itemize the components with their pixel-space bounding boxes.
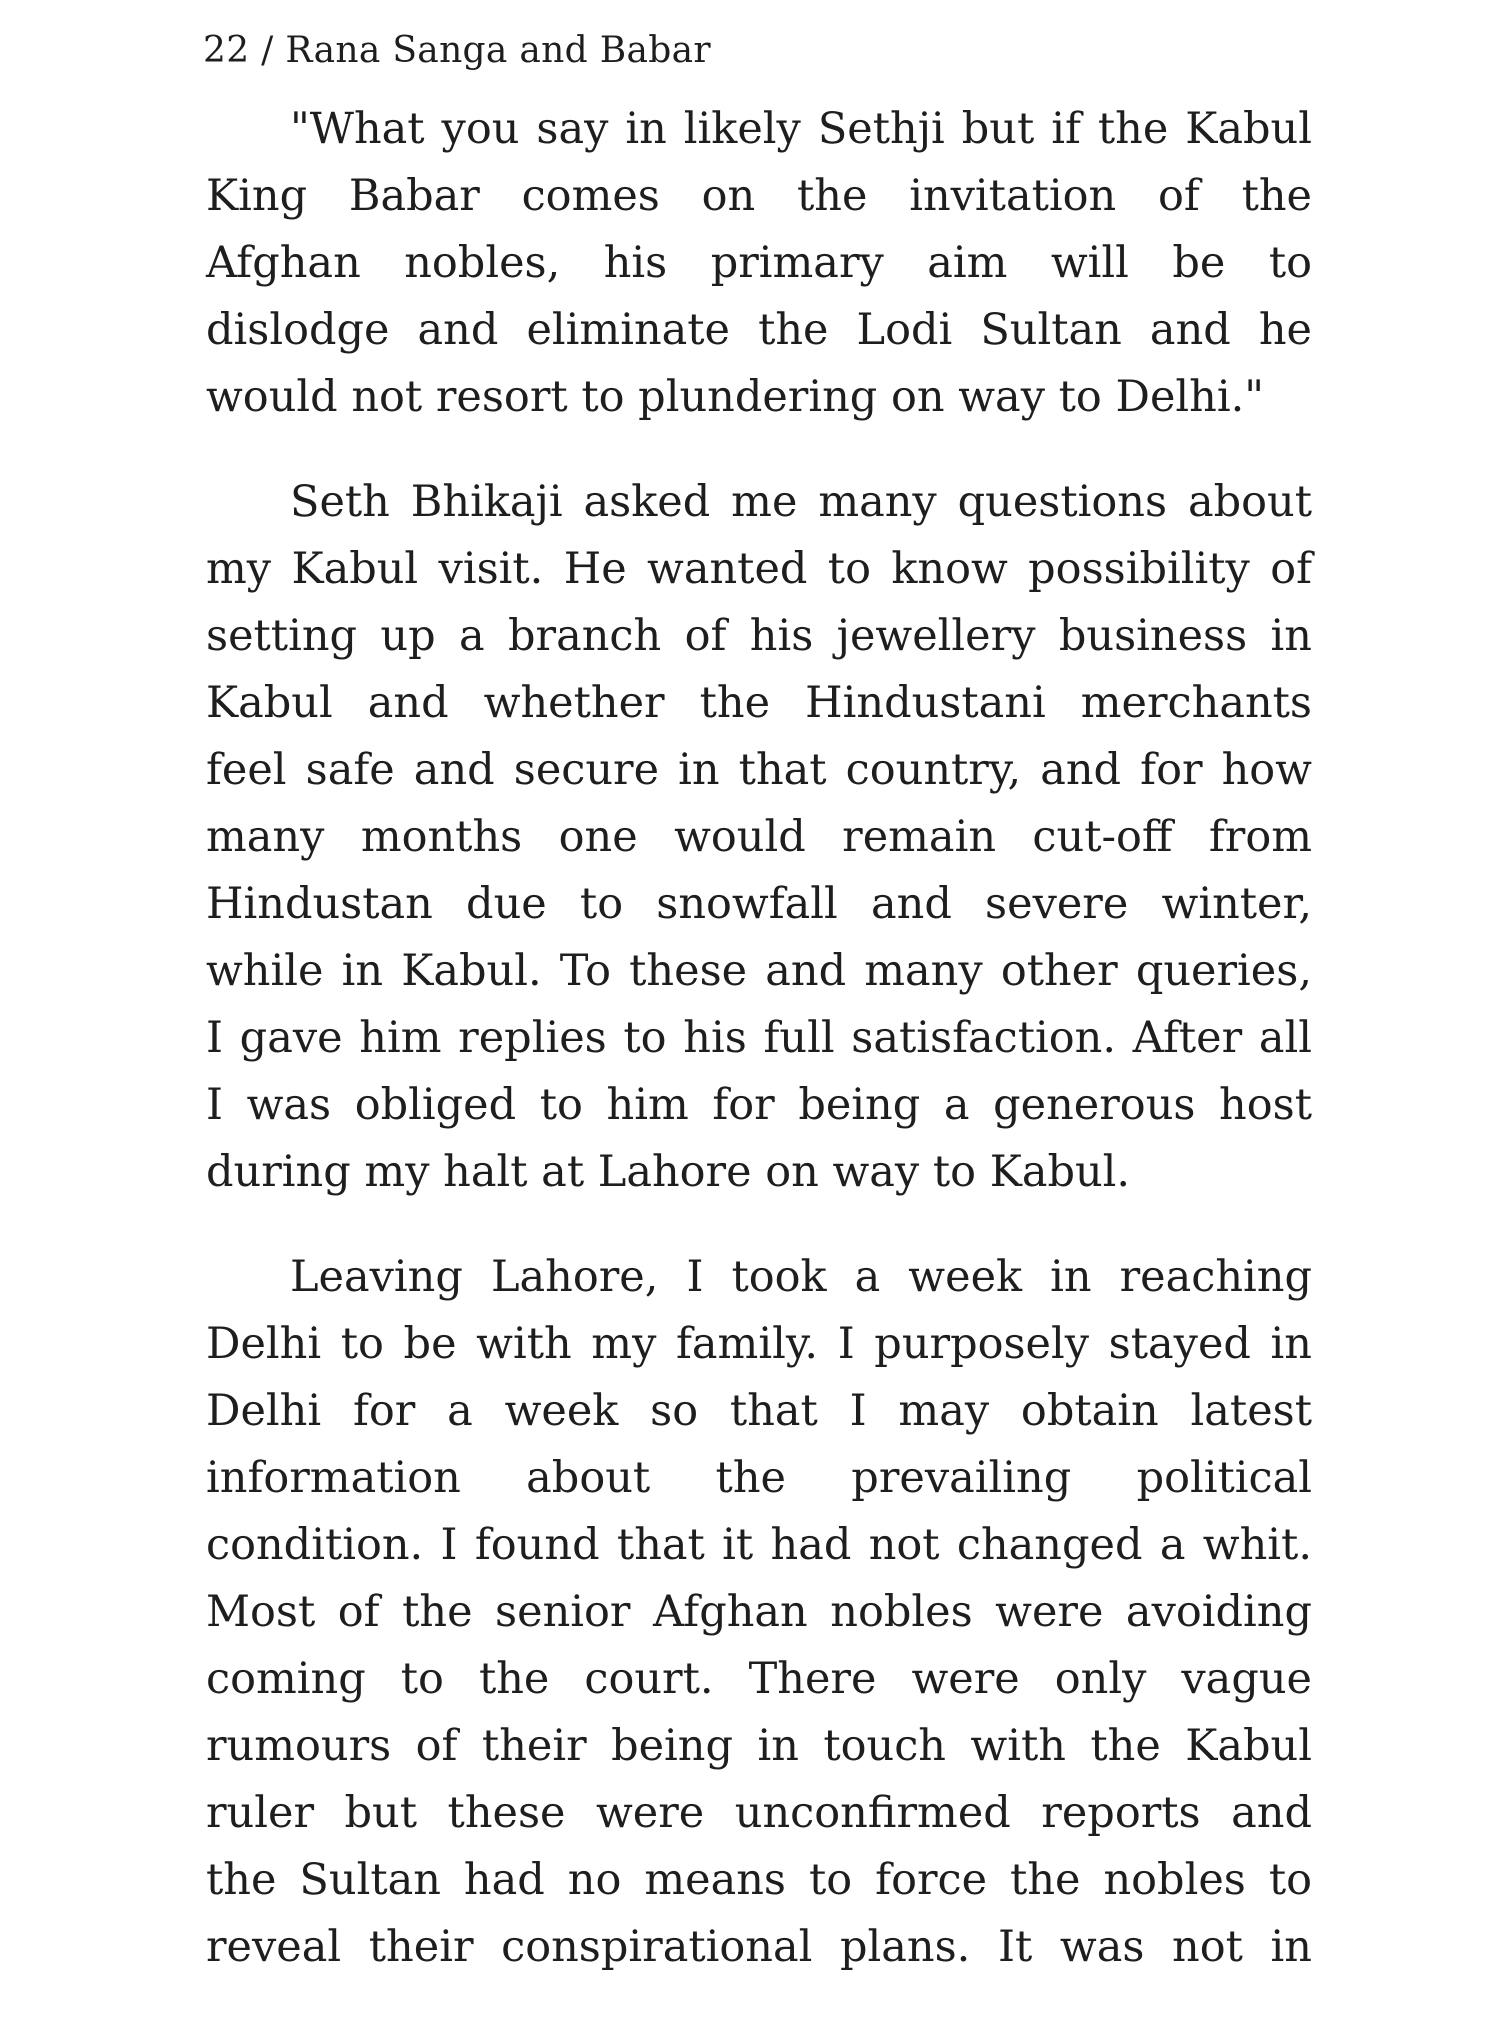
text-line: my Kabul visit. He wanted to know possibility of — [206, 544, 1312, 594]
text-line: rumours of their being in touch with the Kabul — [206, 1721, 1312, 1771]
text-line: King Babar comes on the invitation of the — [206, 171, 1312, 221]
running-head — [203, 30, 711, 71]
text-line: would not resort to plundering on way to Delhi." — [206, 372, 1265, 422]
text-line: "What you say in likely Sethji but if the Kabul — [290, 104, 1312, 154]
paragraph-3 — [206, 1244, 1312, 1981]
text-line: Most of the senior Afghan nobles were avoiding — [206, 1587, 1312, 1637]
text-line: Kabul and whether the Hindustani merchants — [206, 678, 1312, 728]
text-line: while in Kabul. To these and many other queries, — [206, 946, 1312, 996]
running-head-separator: / — [261, 30, 274, 71]
text-line: condition. I found that it had not changed a whit. — [206, 1520, 1312, 1570]
text-line: coming to the court. There were only vague — [206, 1654, 1312, 1704]
text-line: I gave him replies to his full satisfaction. After all — [206, 1013, 1312, 1063]
body-text — [206, 96, 1312, 2019]
text-line: dislodge and eliminate the Lodi Sultan and he — [206, 305, 1312, 355]
text-line: Hindustan due to snowfall and severe winter, — [206, 879, 1312, 929]
text-line: during my halt at Lahore on way to Kabul. — [206, 1147, 1131, 1197]
text-line: feel safe and secure in that country, and for how — [206, 745, 1312, 795]
paragraph-2 — [206, 469, 1312, 1206]
text-line: Delhi to be with my family. I purposely stayed in — [206, 1319, 1312, 1369]
text-line: I was obliged to him for being a generous host — [206, 1080, 1312, 1130]
text-line: the Sultan had no means to force the nobles to — [206, 1855, 1312, 1905]
text-line: reveal their conspirational plans. It was not in — [206, 1922, 1312, 1972]
text-line: setting up a branch of his jewellery business in — [206, 611, 1312, 661]
text-line: Seth Bhikaji asked me many questions about — [290, 477, 1312, 527]
text-line: Delhi for a week so that I may obtain latest — [206, 1386, 1312, 1436]
book-title: Rana Sanga and Babar — [285, 30, 711, 71]
text-line: Afghan nobles, his primary aim will be to — [206, 238, 1312, 288]
text-line: ruler but these were unconfirmed reports and — [206, 1788, 1312, 1838]
text-line: many months one would remain cut-off from — [206, 812, 1312, 862]
paragraph-1 — [206, 96, 1312, 431]
text-line: information about the prevailing political — [206, 1453, 1312, 1503]
page-number: 22 — [203, 30, 250, 71]
text-line: Leaving Lahore, I took a week in reaching — [290, 1252, 1312, 1302]
